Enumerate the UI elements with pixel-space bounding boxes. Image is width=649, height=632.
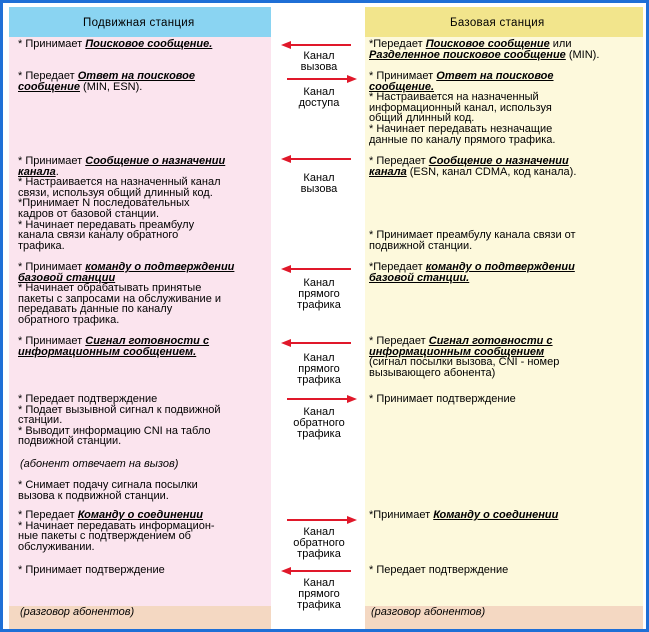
mobile-step-8: * Передает Команду о соединении * Начинает передавать информацион- ные пакеты с подтверждением об обслуживании.	[18, 509, 215, 553]
base-step-3: * Передает Сообщение о назначении канала (ESN, канал CDMA, код канала).	[369, 155, 577, 178]
arrow-1	[279, 74, 359, 84]
base-step-4: * Принимает преамбулу канала связи от подвижной станции.	[369, 229, 576, 252]
mobile-step-2: * Передает Ответ на поисковое сообщение (MIN, ESN).	[18, 70, 196, 93]
mobile-step-7: * Снимает подачу сигнала посылки вызова к подвижной станции.	[18, 479, 198, 502]
channel-label-4: Канал прямого трафика	[297, 352, 341, 386]
base-step-7: * Принимает подтверждение	[369, 393, 516, 405]
base-step-5: *Передает команду о подтверждении базовой станции.	[369, 261, 575, 284]
mobile-footer: (разговор абонентов)	[20, 606, 135, 618]
channel-label-7: Канал прямого трафика	[297, 577, 341, 611]
base-station-title: Базовая станция	[450, 17, 545, 29]
arrow-7	[279, 566, 359, 576]
arrow-5	[279, 394, 359, 404]
mobile-step-1: * Принимает Поисковое сообщение.	[18, 38, 213, 50]
channel-label-1: Канал доступа	[298, 86, 340, 109]
mobile-step-answer: (абонент отвечает на вызов)	[20, 458, 179, 470]
mobile-step-9: * Принимает подтверждение	[18, 564, 165, 576]
base-step-8: *Принимает Команду о соединении	[369, 509, 559, 521]
mobile-station-title: Подвижная станция	[83, 17, 195, 29]
base-footer: (разговор абонентов)	[371, 606, 486, 618]
arrow-6	[279, 515, 359, 525]
channel-label-6: Канал обратного трафика	[293, 526, 345, 560]
arrow-0	[279, 40, 359, 50]
mobile-step-4: * Принимает команду о подтверждении базовой станции * Начинает обрабатывать принятые пакеты с запросами на обслуживание и передавать данные по каналу обратного трафика.	[18, 261, 235, 326]
arrow-2	[279, 154, 359, 164]
channel-label-5: Канал обратного трафика	[293, 406, 345, 440]
mobile-step-3: * Принимает Сообщение о назначении канала. * Настраивается на назначенный канал связи, используя общий длинный код. *Принимает N последовательных кадров от базовой станции. * Начинает передавать преамбулу канала связи каналу обратного трафика.	[18, 155, 226, 252]
base-step-6: * Передает Сигнал готовности с информационным сообщением (сигнал посылки вызова, CNI - номер вызывающего абонента)	[369, 335, 560, 379]
base-step-2: * Принимает Ответ на поисковое сообщение. * Настраивается на назначенный информационный канал, используя общий длинный код. * Начинает передавать незначащие данные по каналу прямого трафика.	[369, 70, 556, 146]
base-step-1: *Передает Поисковое сообщение или Разделенное поисковое сообщение (MIN).	[369, 38, 600, 61]
arrow-4	[279, 338, 359, 348]
channel-label-0: Канал вызова	[300, 50, 338, 73]
channel-label-3: Канал прямого трафика	[297, 277, 341, 311]
channel-label-2: Канал вызова	[300, 172, 338, 195]
mobile-step-5: * Принимает Сигнал готовности с информационным сообщением.	[18, 335, 210, 358]
base-step-9: * Передает подтверждение	[369, 564, 509, 576]
arrow-3	[279, 264, 359, 274]
mobile-step-6: * Передает подтверждение * Подает вызывной сигнал к подвижной станции. * Выводит информацию CNI на табло подвижной станции.	[18, 393, 221, 448]
